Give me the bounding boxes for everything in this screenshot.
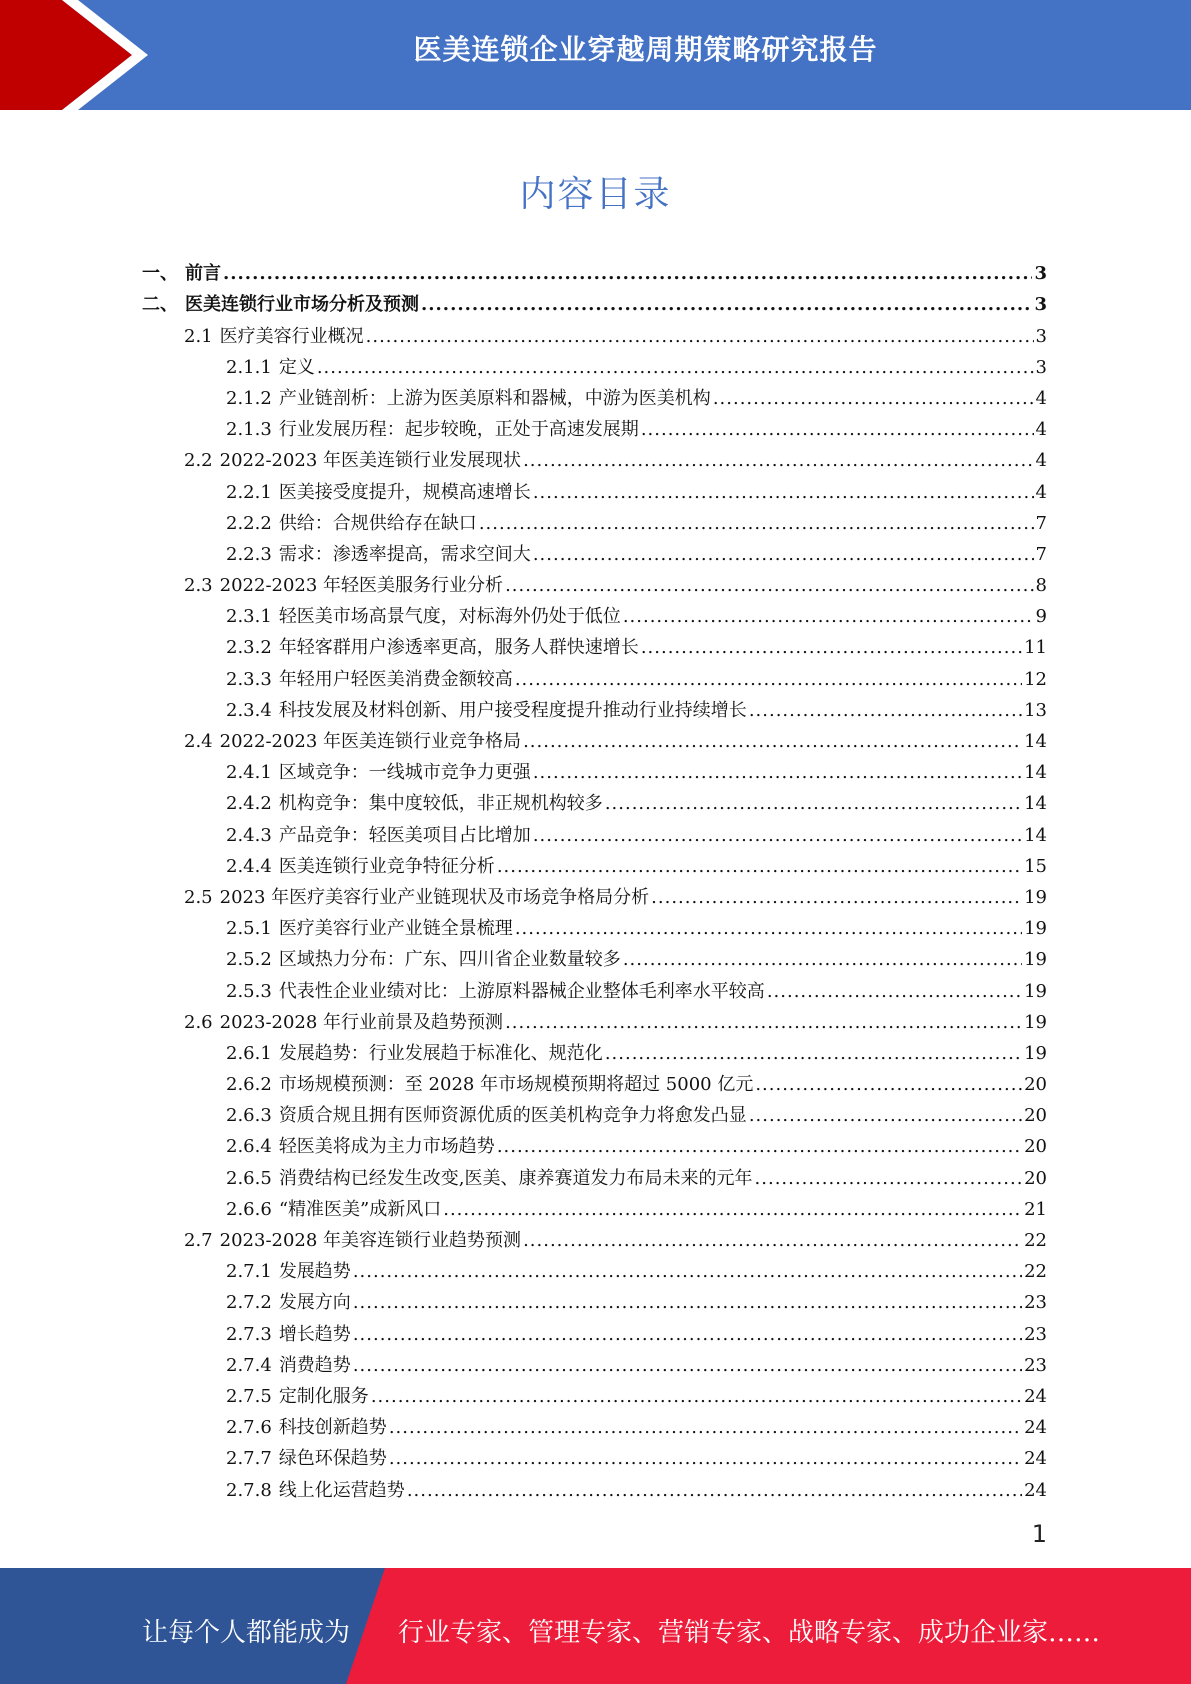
toc-entry-title: 需求：渗透率提高，需求空间大 [278,543,531,565]
toc-entry-number: 2.5.1 [226,918,272,940]
toc-entry-number: 2.7 [184,1230,213,1251]
toc-entry-title: 年轻用户轻医美消费金额较高 [278,668,513,690]
toc-entry-title: 2023-2028 年行业前景及趋势预测 [219,1011,504,1033]
toc-entry-number: 2.5.3 [226,980,272,1002]
toc-entry-title: 医美连锁行业竞争特征分析 [278,855,495,877]
toc-dot-leader [479,513,1034,535]
toc-entry-number: 2.4.1 [226,762,272,784]
toc-entry[interactable] [142,254,1047,285]
toc-entry-title: 科技发展及材料创新、用户接受程度提升推动行业持续增长 [278,699,747,721]
toc-entry[interactable] [142,878,1047,909]
toc-dot-leader [533,762,1022,784]
toc-entry-title: 产品竞争：轻医美项目占比增加 [278,824,531,846]
toc-entry-page: 19 [1024,886,1047,908]
toc-entry-title: “精准医美”成新风口 [278,1198,442,1220]
toc-dot-leader [523,450,1033,472]
toc-entry-title: 医疗美容行业产业链全景梳理 [278,918,513,940]
toc-entry-page: 23 [1024,1292,1047,1314]
toc-entry[interactable] [142,1190,1047,1221]
toc-entry[interactable] [142,691,1047,722]
toc-entry-title: 科技创新趋势 [278,1417,387,1439]
toc-entry-title: 发展方向 [278,1292,351,1314]
toc-entry[interactable] [142,1127,1047,1158]
toc-dot-leader [497,1136,1022,1158]
toc-entry[interactable] [142,1003,1047,1034]
toc-entry-page: 14 [1024,793,1047,815]
toc-entry-number: 2.6.1 [226,1042,272,1064]
toc-dot-leader [641,419,1034,441]
toc-dot-leader [623,949,1022,971]
page-number: 1 [1031,1520,1047,1548]
toc-dot-leader [533,482,1034,504]
toc-entry-page: 3 [1035,325,1047,347]
toc-entry-number: 2.3.3 [226,668,272,690]
toc-entry[interactable] [142,815,1047,846]
toc-entry-page: 19 [1024,980,1047,1002]
toc-dot-leader [605,1043,1022,1065]
toc-entry[interactable] [142,1408,1047,1439]
toc-entry-page: 22 [1024,1261,1047,1283]
toc-entry[interactable] [142,379,1047,410]
toc-entry-title: 产业链剖析：上游为医美原料和器械，中游为医美机构 [278,387,711,409]
toc-entry[interactable] [142,535,1047,566]
report-title: 医美连锁企业穿越周期策略研究报告 [413,33,878,66]
toc-entry-number: 2.3.2 [226,637,272,659]
toc-entry[interactable] [142,1346,1047,1377]
toc-entry-page: 20 [1024,1136,1047,1158]
toc-entry[interactable] [142,285,1047,316]
toc-entry[interactable] [142,971,1047,1002]
toc-dot-leader [421,294,1032,316]
toc-entry-title: 2022-2023 年医美连锁行业竞争格局 [219,731,522,752]
toc-entry-number: 2.7.1 [226,1261,272,1283]
toc-entry-page: 13 [1024,699,1047,721]
toc-dot-leader [523,1230,1022,1252]
toc-dot-leader [389,1417,1022,1439]
toc-entry[interactable] [142,441,1047,472]
toc-dot-leader [407,1480,1022,1502]
toc-entry-page: 14 [1024,824,1047,846]
toc-entry-page: 24 [1024,1385,1047,1407]
toc-dot-leader [353,1292,1022,1314]
toc-dot-leader [353,1355,1022,1377]
toc-entry-title: 2022-2023 年轻医美服务行业分析 [219,575,504,597]
toc-entry[interactable] [142,1314,1047,1345]
report-footer [0,1568,1191,1684]
toc-entry[interactable] [142,1096,1047,1127]
toc-entry[interactable] [142,628,1047,659]
toc-entry-title: 供给：合规供给存在缺口 [278,512,477,534]
toc-entry-title: 机构竞争：集中度较低，非正规机构较多 [278,793,603,815]
toc-entry-title: 消费结构已经发生改变,医美、康养赛道发力布局未来的元年 [278,1167,753,1189]
toc-entry-title: 前言 [185,263,221,285]
toc-entry-page: 14 [1024,762,1047,784]
toc-entry-number: 2.3.4 [226,699,272,721]
toc-entry-page: 19 [1024,1042,1047,1064]
toc-entry-page: 11 [1024,637,1047,659]
toc-entry[interactable] [142,753,1047,784]
toc-entry-title: 定义 [278,356,315,378]
toc-dot-leader [651,887,1022,909]
toc-entry[interactable] [142,410,1047,441]
toc-dot-leader [497,856,1022,878]
toc-entry-title: 市场规模预测：至 2028 年市场规模预期将超过 5000 亿元 [278,1074,754,1096]
toc-entry-number: 2.4.2 [226,793,272,815]
toc-entry[interactable] [142,1158,1047,1189]
toc-entry-number: 2.1.1 [226,356,272,378]
toc-entry-number: 2.4.4 [226,855,272,877]
toc-dot-leader [505,575,1033,597]
toc-dot-leader [533,825,1022,847]
toc-entry[interactable] [142,1283,1047,1314]
toc-entry-number: 2.6.6 [226,1198,272,1220]
toc-entry-number: 2.2.2 [226,512,272,534]
toc-entry-title: 轻医美市场高景气度，对标海外仍处于低位 [278,606,621,628]
toc-entry-title: 消费趋势 [278,1354,351,1376]
toc-dot-leader [749,700,1022,722]
toc-entry-title: 资质合规且拥有医师资源优质的医美机构竞争力将愈发凸显 [278,1105,747,1127]
toc-entry-title: 代表性企业业绩对比：上游原料器械企业整体毛利率水平较高 [278,980,765,1002]
toc-entry-number: 2.6 [184,1011,213,1033]
toc-entry-number: 二、 [142,294,178,316]
toc-entry-page: 3 [1035,356,1047,378]
toc-entry-title: 轻医美将成为主力市场趋势 [278,1136,495,1158]
toc-entry[interactable] [142,847,1047,878]
toc-entry-page: 12 [1024,668,1047,690]
toc-dot-leader [749,1105,1022,1127]
toc-entry-title: 区域竞争：一线城市竞争力更强 [278,762,531,784]
toc-entry-number: 2.7.4 [226,1354,272,1376]
toc-entry-number: 2.7.5 [226,1385,272,1407]
toc-entry-number: 2.3 [184,575,213,597]
toc-dot-leader [353,1261,1022,1283]
toc-dot-leader [755,1074,1022,1096]
toc-entry[interactable] [142,722,1047,753]
toc-entry[interactable] [142,504,1047,535]
toc-dot-leader [371,1386,1022,1408]
toc-entry-page: 19 [1024,1011,1047,1033]
toc-dot-leader [505,1012,1022,1034]
toc-entry-number: 2.7.3 [226,1323,272,1345]
toc-entry-title: 2022-2023 年医美连锁行业发展现状 [219,450,522,472]
toc-entry-number: 2.1.3 [226,419,272,441]
toc-entry-number: 2.5.2 [226,949,272,971]
footer-slogan-right: 行业专家、管理专家、营销专家、战略专家、成功企业家…… [398,1618,1101,1648]
toc-entry-number: 2.3.1 [226,606,272,628]
toc-entry[interactable] [142,940,1047,971]
toc-entry-page: 3 [1034,263,1047,285]
toc-dot-leader [713,388,1034,410]
toc-entry-number: 2.4.3 [226,824,272,846]
toc-entry-number: 2.1.2 [226,387,272,409]
toc-dot-leader [767,981,1022,1003]
toc-entry[interactable] [142,1377,1047,1408]
toc-entry-page: 21 [1024,1198,1047,1220]
toc-entry-number: 2.4 [184,731,213,752]
toc-entry-page: 7 [1035,543,1047,565]
toc-dot-leader [605,793,1022,815]
toc-dot-leader [523,731,1022,753]
toc-entry-page: 15 [1024,855,1047,877]
toc-entry-number: 2.5 [184,886,213,908]
toc-entry[interactable] [142,1470,1047,1501]
toc-dot-leader [366,326,1034,348]
toc-entry-title: 发展趋势 [278,1261,351,1283]
toc-dot-leader [353,1324,1022,1346]
toc-entry-title: 区域热力分布：广东、四川省企业数量较多 [278,949,621,971]
toc-entry-page: 9 [1035,606,1047,628]
toc-entry[interactable] [142,566,1047,597]
toc-dot-leader [533,544,1034,566]
toc-entry-title: 年轻客群用户渗透率更高，服务人群快速增长 [278,637,639,659]
toc-dot-leader [223,263,1032,285]
toc-entry[interactable] [142,659,1047,690]
toc-entry[interactable] [142,1252,1047,1283]
toc-entry-title: 线上化运营趋势 [278,1479,405,1501]
toc-entry-number: 2.7.8 [226,1479,272,1501]
toc-entry-page: 23 [1024,1323,1047,1345]
toc-entry[interactable] [142,472,1047,503]
toc-dot-leader [623,606,1034,628]
toc-entry-page: 4 [1035,481,1047,503]
toc-entry-number: 2.2 [184,450,213,472]
toc-dot-leader [755,1168,1023,1190]
toc-entry-number: 2.2.1 [226,481,272,503]
report-header [0,0,1191,110]
toc-entry-page: 14 [1024,731,1047,752]
toc-entry[interactable] [142,316,1047,347]
toc-dot-leader [317,357,1034,379]
toc-dot-leader [515,669,1022,691]
toc-entry-title: 2023 年医疗美容行业产业链现状及市场竞争格局分析 [219,886,650,908]
toc-entry[interactable] [142,1439,1047,1470]
toc-entry[interactable] [142,1034,1047,1065]
toc-entry-page: 4 [1035,387,1047,409]
toc-entry-number: 一、 [142,263,178,285]
footer-slogan-left: 让每个人都能成为 [142,1618,351,1648]
toc-entry-number: 2.7.6 [226,1417,272,1439]
toc-dot-leader [515,918,1022,940]
toc-entry-page: 19 [1024,918,1047,940]
toc-entry-number: 2.7.7 [226,1448,272,1470]
toc-entry-page: 24 [1024,1417,1047,1439]
toc-entry-number: 2.6.2 [226,1074,272,1096]
toc-entry-page: 20 [1024,1167,1047,1189]
toc-entry-number: 2.6.4 [226,1136,272,1158]
toc-entry-page: 24 [1024,1479,1047,1501]
toc-entry-number: 2.6.5 [226,1167,272,1189]
toc-entry-title: 发展趋势：行业发展趋于标准化、规范化 [278,1042,603,1064]
toc-entry-page: 22 [1024,1230,1047,1251]
toc-entry-title: 医疗美容行业概况 [219,325,364,347]
toc-entry-title: 绿色环保趋势 [278,1448,387,1470]
toc-entry-page: 4 [1035,419,1047,441]
toc-entry-title: 增长趋势 [278,1323,351,1345]
toc-entry[interactable] [142,784,1047,815]
toc-entry-page: 23 [1024,1354,1047,1376]
toc-entry-page: 20 [1024,1105,1047,1127]
toc-dot-leader [389,1448,1022,1470]
toc-dot-leader [641,637,1022,659]
toc-entry-page: 7 [1035,512,1047,534]
toc-entry-page: 3 [1034,294,1047,316]
toc-entry-page: 4 [1035,450,1047,472]
toc-entry-title: 医美连锁行业市场分析及预测 [185,294,419,316]
toc-entry[interactable] [142,909,1047,940]
table-of-contents [142,254,1047,1502]
toc-entry-page: 19 [1024,949,1047,971]
toc-dot-leader [443,1199,1022,1221]
toc-entry[interactable] [142,1065,1047,1096]
toc-entry-page: 8 [1035,575,1047,597]
toc-heading: 内容目录 [519,174,672,215]
toc-entry-number: 2.1 [184,325,213,347]
toc-entry-number: 2.2.3 [226,543,272,565]
toc-entry-title: 行业发展历程：起步较晚，正处于高速发展期 [278,419,639,441]
toc-entry[interactable] [142,1221,1047,1252]
toc-entry-number: 2.6.3 [226,1105,272,1127]
toc-entry[interactable] [142,597,1047,628]
toc-entry-title: 定制化服务 [278,1385,369,1407]
toc-entry-page: 20 [1024,1074,1047,1096]
toc-entry[interactable] [142,348,1047,379]
toc-entry-title: 2023-2028 年美容连锁行业趋势预测 [219,1230,522,1251]
toc-entry-page: 24 [1024,1448,1047,1470]
toc-entry-title: 医美接受度提升，规模高速增长 [278,481,531,503]
toc-entry-number: 2.7.2 [226,1292,272,1314]
